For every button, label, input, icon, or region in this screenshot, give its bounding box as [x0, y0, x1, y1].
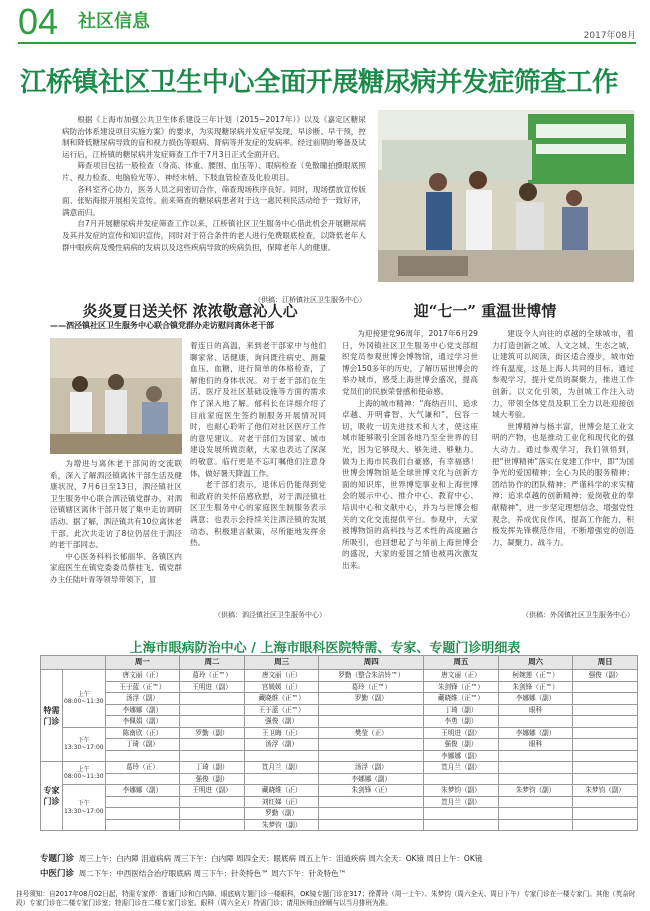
doctor-cell — [319, 819, 424, 831]
doctor-cell: 朱梦钧（副） — [424, 785, 499, 797]
article3-col2 — [492, 328, 634, 548]
table-row — [41, 670, 638, 682]
article2-paragraph: 为增进与离休老干部间的交流联系，深入了解泗泾镇离休干部生活及健康状况，7月6日至13日，泗泾镇社区卫生服务中心联合泗泾镇党群办，对泗泾镇辖区离休干部开展了集中走访调研活动。据了解，泗泾镇共有10位离休老干部。此次共走访了8位仍居住于泗泾的老干部同志。 — [50, 459, 182, 550]
header-divider — [18, 42, 636, 44]
doctor-cell — [319, 750, 424, 762]
doctor-cell — [105, 808, 180, 820]
session-time: 上午08:00~11:30 — [63, 670, 106, 728]
article2-subtitle: ——泗泾镇社区卫生服务中心联合镇党群办走访慰问离休老干部 — [50, 321, 274, 330]
doctor-cell: 强俊（副） — [180, 773, 245, 785]
doctor-cell: 丁琦（副） — [424, 704, 499, 716]
doctor-cell — [573, 750, 638, 762]
doctor-cell: 唐文丽（正） — [244, 670, 319, 682]
main-article-body — [62, 114, 366, 253]
doctor-cell: 罗勤（副） — [180, 727, 245, 739]
doctor-cell — [180, 819, 245, 831]
table-row — [41, 750, 638, 762]
doctor-cell: 汤浮（副） — [244, 739, 319, 751]
doctor-cell — [319, 808, 424, 820]
doctor-cell: 眼科 — [498, 739, 573, 751]
doctor-cell: 王明进（副） — [180, 681, 245, 693]
schedule-body — [41, 670, 638, 831]
table-row — [41, 808, 638, 820]
doctor-cell — [573, 727, 638, 739]
clinic-group-label: 特需门诊 — [41, 670, 63, 762]
doctor-cell — [424, 819, 499, 831]
doctor-cell: 李娜娜（副） — [105, 704, 180, 716]
day-header: 周五 — [424, 656, 499, 670]
clinic-group-label: 专家门诊 — [41, 762, 63, 831]
doctor-cell: 罗勤（整合朱洁铃™） — [319, 670, 424, 682]
doctor-cell: 丁琦（副） — [105, 739, 180, 751]
doctor-cell — [180, 796, 245, 808]
doctor-cell: 强俊（副） — [424, 739, 499, 751]
doctor-cell: 汤浮（副） — [319, 762, 424, 774]
section-title: 社区信息 — [78, 11, 150, 32]
doctor-cell: 笪月兰（副） — [424, 762, 499, 774]
doctor-cell: 李娜娜（副） — [498, 727, 573, 739]
doctor-cell: 王于蓝（正™） — [105, 681, 180, 693]
article2-paragraph: 着连日的高温，来到老干部家中与他们聊家常、话健康，询问既往病史、测量血压、血糖，进行简单的体格检查，了解他们的身体状况。对于老干部们在生活、医疗及社区基础设施等方面的需求作了深入地了解。郁科长在详细介绍了目前家庭医生签约制服务开展情况同时，也耐心聆听了他们对社区医疗工作的意见建议。对老干部们为国家、城市建设发展所做贡献，大家也表达了深深的敬意。临行更是不忘叮嘱他们注意身体，做好暑天降温工作。 — [190, 341, 326, 478]
article2-title: 炎炎夏日送关怀 浓浓敬意沁人心 — [82, 302, 298, 320]
doctor-cell: 罗勤（副） — [319, 693, 424, 705]
doctor-cell: 李娜娜（副） — [319, 773, 424, 785]
article3-title: 迎“七一” 重温世博情 — [413, 302, 557, 320]
screening-photo — [378, 110, 634, 282]
doctor-cell — [498, 750, 573, 762]
doctor-cell — [180, 739, 245, 751]
doctor-cell: 朱剑锋（正™） — [498, 681, 573, 693]
doctor-cell: 笪月兰（副） — [424, 796, 499, 808]
doctor-cell: 强俊（副） — [244, 716, 319, 728]
doctor-cell — [498, 716, 573, 728]
doctor-cell — [105, 796, 180, 808]
doctor-cell — [319, 739, 424, 751]
doctor-cell: 李娜娜（副） — [424, 750, 499, 762]
schedule-corner-cell — [41, 656, 106, 670]
session-time: 下午13:30~17:00 — [63, 785, 106, 831]
day-header: 周日 — [573, 656, 638, 670]
main-article-title: 江桥镇社区卫生中心全面开展糖尿病并发症筛查工作 — [20, 67, 618, 98]
doctor-cell — [498, 762, 573, 774]
doctor-cell — [498, 819, 573, 831]
schedule-header-row — [41, 656, 638, 670]
doctor-cell — [180, 716, 245, 728]
doctor-cell — [105, 750, 180, 762]
page-number: 04 — [18, 1, 59, 42]
main-paragraph: 各科室齐心协力，医务人员之间密切合作，筛查现场秩序良好。同时，现场摆放宣传版面、张贴海报开展相关宣传。前来筛查的糖尿病患者对于这一惠民利民活动给予一致好评，满意而归。 — [62, 184, 366, 217]
doctor-cell: 唐文丽（正） — [105, 670, 180, 682]
article3-paragraph: 上海的城市精神：“海纳百川、追求卓越、开明睿智、大气谦和”，包容一切，吸收一切先进技术和人才，使这座城市能够吸引全国各地乃至全世界的目光，因为它够现大、够先进、够魅力。做为上海市民我们自豪感，有幸福感！世博会博物馆是全球世博文化与创新方面的知识库，世界博览事业和上海世博会的展示中心、推介中心、教育中心、培训中心和文献中心，并为与世博会相关的文化交流提供平台。参观中，大家被博物馆的高科技与艺术性的高度融合所吸引，也回想起了与年前上海世博会的盛况，大家的爱国之情也被再次激发出来。 — [342, 398, 478, 570]
special-clinics — [40, 852, 482, 879]
table-row — [41, 693, 638, 705]
doctor-cell: 李娜娜（副） — [105, 785, 180, 797]
table-row — [41, 773, 638, 785]
doctor-cell: 柯婉莲（正™） — [498, 670, 573, 682]
article2-paragraph: 中心医务科科长郁丽华、各镇区内家庭医生在镇党委委员蔡桂飞、镇党群办主任陆叶青等领导带领下，冒 — [50, 551, 182, 584]
doctor-cell: 汤浮（副） — [105, 693, 180, 705]
tcm-clinic-label: 中医门诊 — [40, 869, 75, 879]
doctor-cell: 唐文丽（正） — [424, 670, 499, 682]
doctor-cell: 笪月兰（副） — [244, 762, 319, 774]
topic-clinic-label: 专题门诊 — [40, 854, 75, 864]
main-article-source: （供稿：江桥镇社区卫生服务中心） — [254, 296, 366, 304]
table-row — [41, 739, 638, 751]
main-paragraph: 筛查项目包括一般检查（身高、体重、腰围、血压等）、眼病检查（免散瞳拍摄眼底照片、视力检查、电脑验光等）、神经末梢、下肢血管检查及化验项目。 — [62, 161, 366, 182]
doctor-cell: 王明进（副） — [180, 785, 245, 797]
topic-clinic-text: 周三上午：白内障 泪道病病 周三下午：白内障 周四全天：眼底病 周五上午：泪道疾病 周六全天：OK镜 周日上午：OK镜 — [78, 854, 483, 863]
table-row — [41, 727, 638, 739]
doctor-cell: 陈南欣（正） — [105, 727, 180, 739]
doctor-cell: 藏晓维（正™） — [424, 693, 499, 705]
doctor-cell: 樊莹（正） — [319, 727, 424, 739]
doctor-cell — [105, 819, 180, 831]
table-row — [41, 796, 638, 808]
table-row — [41, 785, 638, 797]
doctor-cell: 王于蓝（正™） — [244, 704, 319, 716]
doctor-cell — [498, 808, 573, 820]
article2-paragraph: 老干部们表示，退休后仍能得到党和政府的关怀倍感欣慰，对于泗泾镇社区卫生服务中心的家庭医生制服务表示满意；也表示会持续关注泗泾镇的发展动态，积极建言献策，尽所能地发挥余热。 — [190, 480, 326, 548]
doctor-cell: 李佩娟（副） — [105, 716, 180, 728]
table-row — [41, 716, 638, 728]
article3-col1 — [342, 328, 478, 571]
day-header: 周三 — [244, 656, 319, 670]
schedule-title: 上海市眼病防治中心 / 上海市眼科医院特需、专家、专题门诊明细表 — [129, 641, 521, 656]
doctor-cell: 王卫晦（正） — [244, 727, 319, 739]
session-time: 上午08:00~11:30 — [63, 762, 106, 785]
article2-left-col — [50, 458, 182, 586]
doctor-cell — [573, 762, 638, 774]
doctor-cell: 朱梦钧（副） — [573, 785, 638, 797]
article2-source: （供稿：泗泾镇社区卫生服务中心） — [214, 611, 326, 619]
main-paragraph: 自7月开展糖尿病并发症筛查工作以来，江桥镇社区卫生服务中心借此机会开展糖尿病及其并发症的宣传和知识宣传，同时对于符合条件的老人进行免费眼底检查，以降低老年人群中眼疾病及慢性病病的发病以及这些疾病导致的疾病负担，保障老年人的健康。 — [62, 219, 366, 252]
main-paragraph: 根据《上海市加强公共卫生体系建设三年计划（2015~2017年）》以及《嘉定区糖尿病防治体系建设项目实施方案》的要求，为实现糖尿病并发症早发现、早诊断、早干预，控制和降低糖尿病导致的盲和视力损伤等眼病、肾病等并发症的发病率。经过前期的筹备及试运行后，江桥镇的糖尿病并发症筛查工作于7月3日正式全面开启。 — [62, 115, 366, 159]
doctor-cell — [319, 796, 424, 808]
doctor-cell — [180, 808, 245, 820]
article3-paragraph: 为迎接建党96周年，2017年6月29日，外冈镇社区卫生服务中心党支部组织党员参观世博会博物馆，通过学习世博会150多年的历史，了解历届世博会的举办城市，感受上海世博会盛况，提高党员们的民族荣誉感和使命感。 — [342, 329, 478, 396]
article3-source: （供稿：外冈镇社区卫生服务中心） — [522, 611, 634, 619]
article2-right-col — [190, 340, 326, 549]
doctor-cell: 葛玲（正™） — [180, 670, 245, 682]
doctor-cell: 朱剑锋（正） — [319, 785, 424, 797]
doctor-cell: 葛玲（正） — [105, 762, 180, 774]
doctor-cell — [573, 693, 638, 705]
doctor-cell: 李勇（副） — [424, 716, 499, 728]
doctor-cell: 刘红娣（正） — [244, 796, 319, 808]
day-header: 周一 — [105, 656, 180, 670]
doctor-cell: 朱剑锋（正™） — [424, 681, 499, 693]
doctor-cell — [573, 704, 638, 716]
doctor-cell: 朱梦钧（副） — [498, 785, 573, 797]
schedule-table — [40, 655, 638, 831]
doctor-cell — [424, 808, 499, 820]
tcm-clinic-text: 周二下午：中西医结合治疗眼底病 周三下午：针灸特色™ 周六下午：针灸特色™ — [78, 869, 347, 878]
doctor-cell: 眼科 — [498, 704, 573, 716]
table-row — [41, 762, 638, 774]
visit-photo — [50, 338, 182, 454]
doctor-cell: 葛玲（正™） — [319, 681, 424, 693]
registration-note: 挂号须知：自2017年08月02日起，特需专家停：普通门诊和白内障、眼底病专题门诊一楼眼科，OK镜专题门诊在317；徐菁玲（周一上午）、朱梦钧（周六全天、周日下午）专家门诊在一楼专家门。其他（英奈时段）专家门诊在二楼专家门诊室；特需门诊在二楼专家门诊室。眼科（周六全天）特需门诊；请用医师由徐顺与以当月排班为准。 — [16, 890, 636, 907]
session-time: 下午13:30~17:00 — [63, 727, 106, 762]
doctor-cell — [180, 750, 245, 762]
table-row — [41, 681, 638, 693]
doctor-cell: 李娜娜（副） — [498, 693, 573, 705]
doctor-cell — [573, 773, 638, 785]
doctor-cell — [498, 796, 573, 808]
doctor-cell — [573, 808, 638, 820]
article3-paragraph: 世博精神与杨丰富，世博会是工业文明的产物，也是推动工业化和现代化的强大动力。通过参观学习，我们领悟到，把“世博精神”落实在党建工作中，即“为国争光的爱国精神；全心为民的服务精神；团结协作的团队精神；严谨科学的求实精神；追求卓越的创新精神；爱岗敬业的奉献精神”，进一步坚定理想信念，增强党性观念，养成优良作风，提高工作能力，积极发挥先锋模范作用，不断增强党的创造力、凝聚力、战斗力。 — [492, 421, 634, 547]
doctor-cell — [105, 773, 180, 785]
doctor-cell — [180, 693, 245, 705]
table-row — [41, 704, 638, 716]
doctor-cell: 宫媛媛（正） — [244, 681, 319, 693]
doctor-cell — [244, 750, 319, 762]
day-header: 周二 — [180, 656, 245, 670]
doctor-cell — [573, 739, 638, 751]
doctor-cell: 朱梦钧（副） — [244, 819, 319, 831]
doctor-cell: 丁琦（副） — [180, 762, 245, 774]
doctor-cell: 罗勤（副） — [244, 808, 319, 820]
table-row — [41, 819, 638, 831]
doctor-cell: 王明进（副） — [424, 727, 499, 739]
day-header: 周六 — [498, 656, 573, 670]
doctor-cell: 藏晓维（正™） — [244, 693, 319, 705]
doctor-cell — [498, 773, 573, 785]
day-header: 周四 — [319, 656, 424, 670]
doctor-cell: 藏晓维（正） — [244, 785, 319, 797]
doctor-cell: 强俊（副） — [573, 670, 638, 682]
doctor-cell — [180, 704, 245, 716]
doctor-cell — [573, 819, 638, 831]
doctor-cell — [319, 716, 424, 728]
article3-paragraph: 建设令人向往的卓越的全球城市，着力打造创新之城、人文之城、生态之城，让建筑可以阅读，街区适合漫步，城市始终有温度，这是上海人共同的目标。通过参观学习，提升党员的凝聚力，推进工作创新。以文化引领，为创城工作注入动力，带领全体党员及职工全力以赴迎接创城大考验。 — [492, 329, 634, 420]
doctor-cell — [424, 773, 499, 785]
doctor-cell — [319, 704, 424, 716]
issue-date: 2017年08月 — [583, 31, 636, 41]
doctor-cell — [573, 681, 638, 693]
doctor-cell — [573, 796, 638, 808]
doctor-cell — [244, 773, 319, 785]
doctor-cell — [573, 716, 638, 728]
